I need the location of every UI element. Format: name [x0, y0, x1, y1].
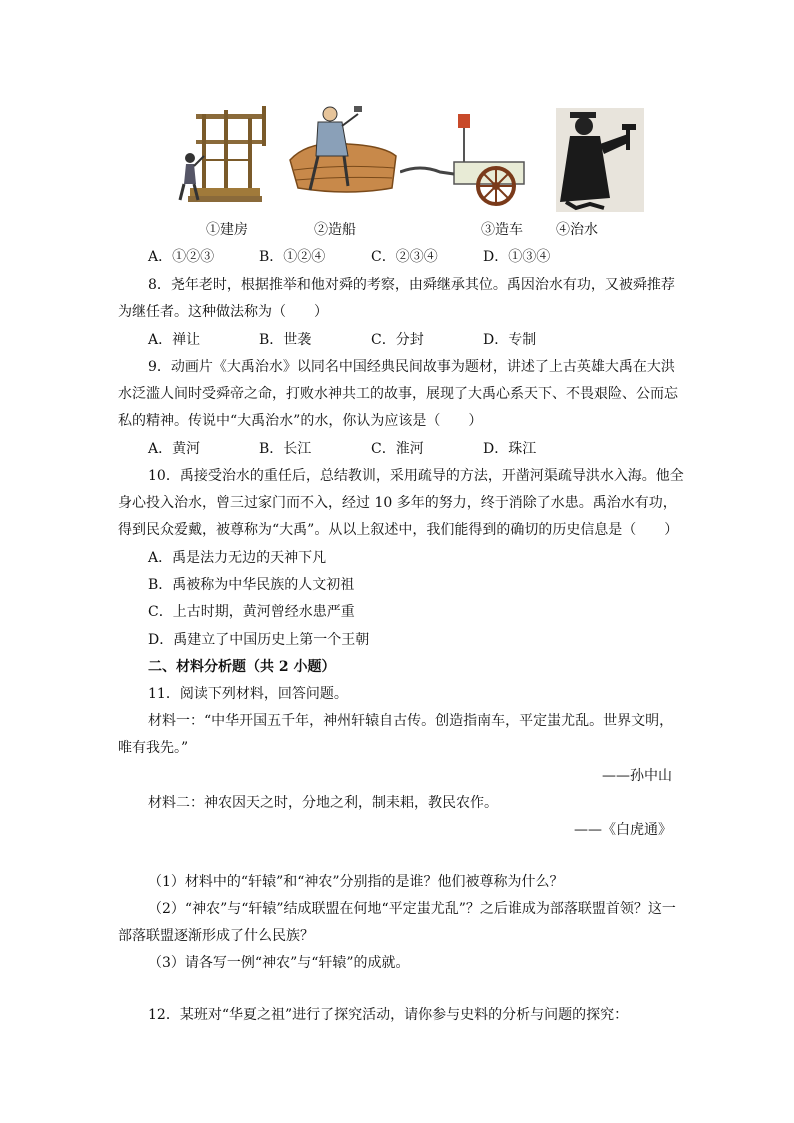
q11-material1-source: ——孙中山 — [602, 768, 672, 784]
q8-stem-line2: 为继任者。这种做法称为（ ） — [118, 304, 328, 320]
q9-option-c[interactable]: C．淮河 — [371, 441, 424, 457]
q11-sub2-line1: （2）“神农”与“轩辕”结成联盟在何地“平定蚩尤乱”？之后谁成为部落联盟首领？这一 — [148, 901, 676, 917]
q10-stem-line3: 得到民众爱戴，被尊称为“大禹”。从以上叙述中，我们能得到的确切的历史信息是（ ） — [118, 522, 679, 538]
q12-stem-line1: 12．某班对“华夏之祖”进行了探究活动，请你参与史料的分析与问题的探究： — [148, 1007, 629, 1023]
q10-stem-line2: 身心投入治水，曾三过家门而不入，经过 10 多年的努力，终于消除了水患。禹治水有功， — [118, 495, 677, 511]
q11-intro: 11．阅读下列材料，回答问题。 — [148, 686, 348, 702]
q8-option-d[interactable]: D．专制 — [483, 332, 537, 348]
flood-control-illustration — [556, 108, 644, 212]
q8-option-b[interactable]: B．世袭 — [259, 332, 312, 348]
q7-option-c[interactable]: C．②③④ — [371, 249, 438, 265]
q7-option-a[interactable]: A．①②③ — [148, 249, 215, 265]
q11-material2-line1: 材料二：神农因天之时，分地之利，制耒耜，教民农作。 — [148, 795, 498, 811]
q10-stem-line1: 10．禹接受治水的重任后，总结教训，采用疏导的方法，开凿河渠疏导洪水入海。他全 — [148, 468, 684, 484]
q9-stem-line2: 水泛滥人间时受舜帝之命，打败水神共工的故事，展现了大禹心系天下、不畏艰险、公而忘 — [118, 386, 678, 402]
section-title: 二、材料分析题（共 2 小题） — [148, 659, 336, 675]
q9-stem-line3: 私的精神。传说中“大禹治水”的水，你认为应该是（ ） — [118, 413, 483, 429]
q10-option-d[interactable]: D．禹建立了中国历史上第一个王朝 — [148, 632, 370, 648]
caption-flood: ④治水 — [556, 222, 598, 238]
q9-option-a[interactable]: A．黄河 — [148, 441, 201, 457]
q8-option-c[interactable]: C．分封 — [371, 332, 424, 348]
q10-option-c[interactable]: C．上古时期，黄河曾经水患严重 — [148, 604, 355, 620]
q7-option-d[interactable]: D．①③④ — [483, 249, 551, 265]
q9-option-b[interactable]: B．长江 — [259, 441, 312, 457]
q11-sub2-line2: 部落联盟逐渐形成了什么民族？ — [118, 928, 314, 944]
q10-option-b[interactable]: B．禹被称为中华民族的人文初祖 — [148, 577, 355, 593]
q11-material1-line1: 材料一：“中华开国五千年，神州轩辕自古传。创造指南车，平定蚩尤乱。世界文明， — [148, 713, 674, 729]
q7-option-b[interactable]: B．①②④ — [259, 249, 326, 265]
cart-illustration — [400, 106, 532, 210]
q11-material2-source: ——《白虎通》 — [574, 822, 672, 838]
caption-boat: ②造船 — [314, 222, 356, 238]
caption-cart: ③造车 — [481, 222, 523, 238]
boat-building-illustration — [288, 100, 400, 200]
q11-material1-line2: 唯有我先。” — [118, 740, 189, 756]
q9-option-d[interactable]: D．珠江 — [483, 441, 537, 457]
house-building-illustration — [178, 100, 270, 210]
q10-option-a[interactable]: A．禹是法力无边的天神下凡 — [148, 550, 327, 566]
q9-stem-line1: 9．动画片《大禹治水》以同名中国经典民间故事为题材，讲述了上古英雄大禹在大洪 — [148, 359, 675, 375]
caption-house: ①建房 — [206, 222, 248, 238]
q11-sub3: （3）请各写一例“神农”与“轩辕”的成就。 — [148, 955, 410, 971]
q8-stem-line1: 8．尧年老时，根据推举和他对舜的考察，由舜继承其位。禹因治水有功，又被舜推荐 — [148, 277, 675, 293]
q11-sub1: （1）材料中的“轩辕”和“神农”分别指的是谁？他们被尊称为什么？ — [148, 874, 564, 890]
q8-option-a[interactable]: A．禅让 — [148, 332, 201, 348]
